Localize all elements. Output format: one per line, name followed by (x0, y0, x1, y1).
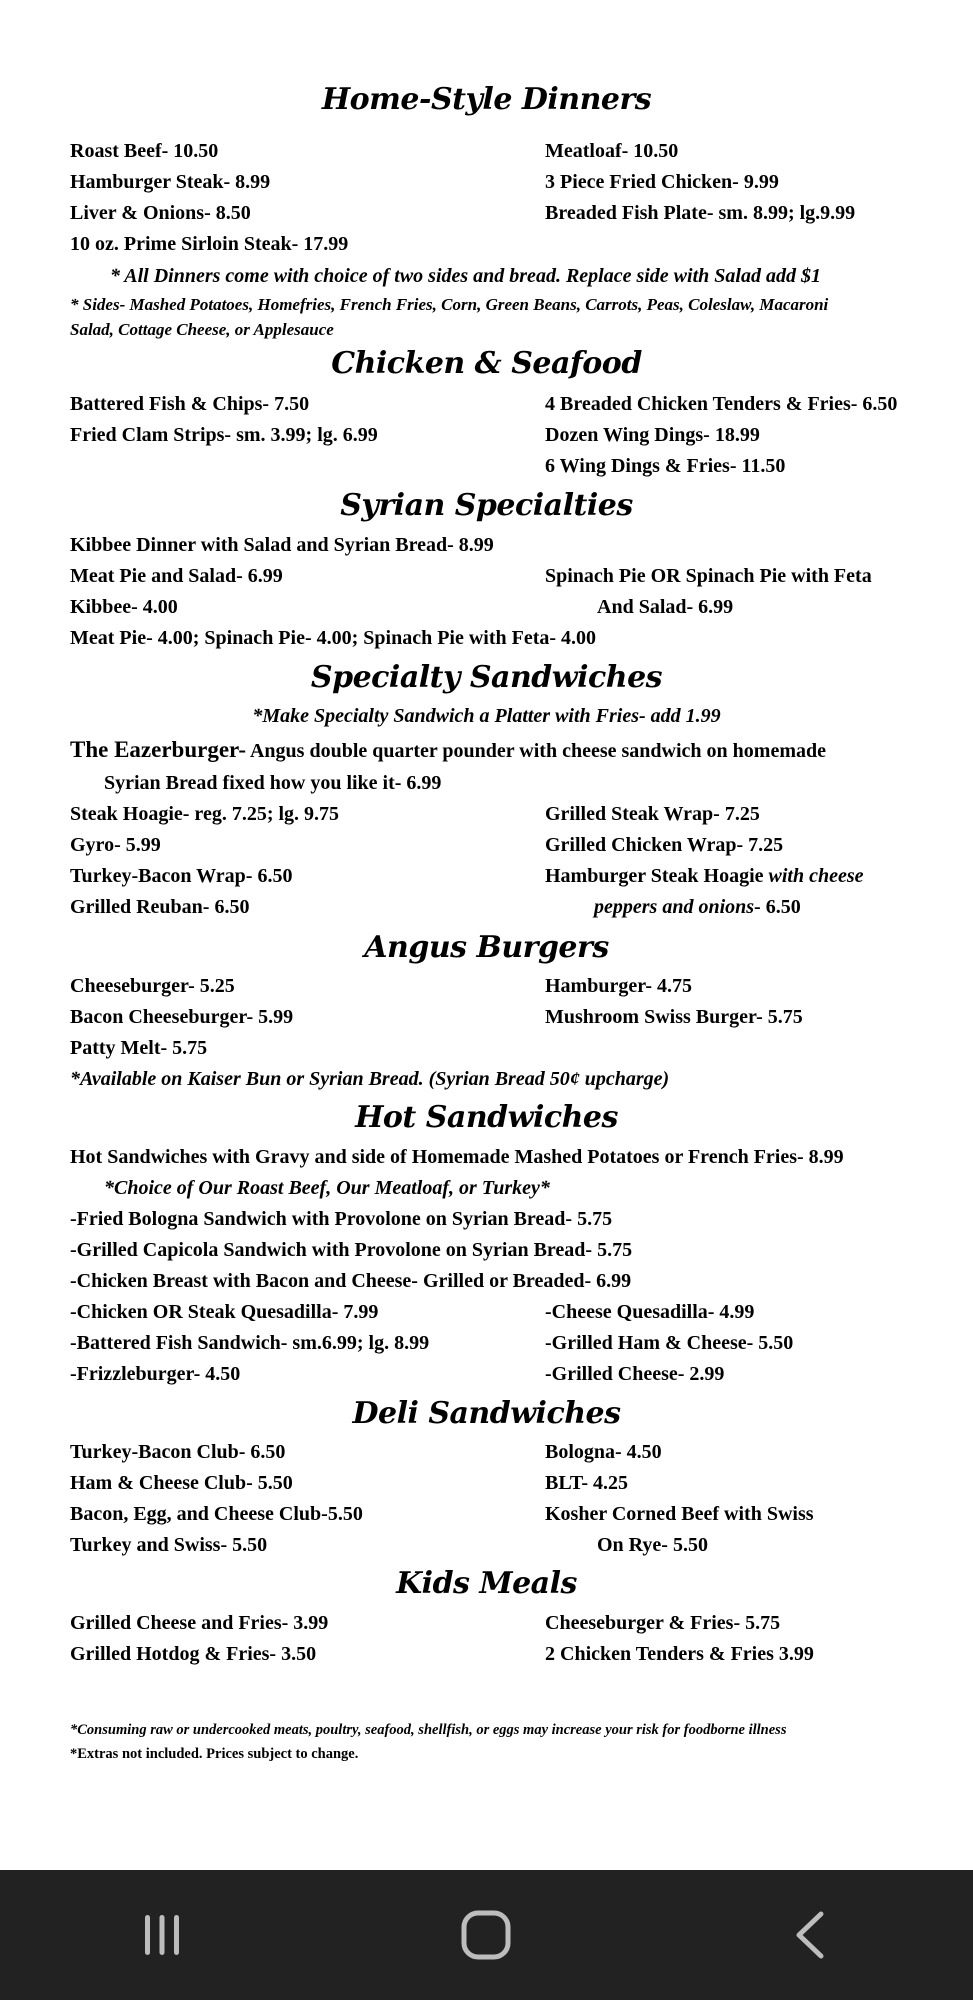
sides-list-cont: Salad, Cottage Cheese, or Applesauce (70, 320, 334, 339)
menu-item: Kibbee Dinner with Salad and Syrian Bread- 8.99 (70, 534, 494, 556)
menu-item: BLT- 4.25 (545, 1472, 629, 1494)
menu-item: -Chicken OR Steak Quesadilla- 7.99 (70, 1301, 379, 1323)
menu-item: Grilled Cheese and Fries- 3.99 (70, 1612, 329, 1634)
eazerburger-desc: Angus double quarter pounder with cheese sandwich on homemade (246, 740, 826, 762)
menu-item: Turkey-Bacon Club- 6.50 (70, 1441, 286, 1463)
menu-item: Hamburger- 4.75 (545, 975, 693, 997)
section-title-kids-meals: Kids Meals (396, 1566, 577, 1601)
back-button[interactable] (751, 1890, 871, 1980)
menu-item: -Grilled Ham & Cheese- 5.50 (545, 1332, 794, 1354)
section-title-chicken-seafood: Chicken & Seafood (331, 346, 642, 381)
menu-item: Meatloaf- 10.50 (545, 140, 679, 162)
menu-item: -Battered Fish Sandwich- sm.6.99; lg. 8.99 (70, 1332, 430, 1354)
menu-item: Mushroom Swiss Burger- 5.75 (545, 1006, 803, 1028)
menu-item: -Fried Bologna Sandwich with Provolone on Syrian Bread- 5.75 (70, 1208, 613, 1230)
menu-item: Cheeseburger- 5.25 (70, 975, 235, 997)
menu-item: Meat Pie- 4.00; Spinach Pie- 4.00; Spinach Pie with Feta- 4.00 (70, 627, 597, 649)
menu-item: -Grilled Capicola Sandwich with Provolone on Syrian Bread- 5.75 (70, 1239, 633, 1261)
section-title-angus-burgers: Angus Burgers (364, 930, 609, 965)
menu-item: And Salad- 6.99 (597, 596, 734, 618)
section-title-hot-sandwiches: Hot Sandwiches (355, 1100, 618, 1135)
menu-item: Fried Clam Strips- sm. 3.99; lg. 6.99 (70, 424, 378, 446)
menu-item: 3 Piece Fried Chicken- 9.99 (545, 171, 779, 193)
platter-note: *Make Specialty Sandwich a Platter with Fries- add 1.99 (252, 705, 721, 727)
menu-item-hoagie (545, 864, 864, 888)
menu-item: On Rye- 5.50 (597, 1534, 708, 1556)
menu-item: Liver & Onions- 8.50 (70, 202, 251, 224)
hot-choice-note: *Choice of Our Roast Beef, Our Meatloaf, or Turkey* (104, 1177, 550, 1199)
menu-item: Kibbee- 4.00 (70, 596, 178, 618)
eazerburger-name: The Eazerburger- (70, 737, 247, 762)
menu-item: -Cheese Quesadilla- 4.99 (545, 1301, 755, 1323)
recent-apps-button[interactable] (102, 1890, 222, 1980)
recent-apps-icon (138, 1911, 186, 1959)
dinners-note: * All Dinners come with choice of two sides and bread. Replace side with Salad add $1 (110, 265, 821, 287)
menu-item: Grilled Chicken Wrap- 7.25 (545, 834, 784, 856)
menu-item: Battered Fish & Chips- 7.50 (70, 393, 310, 415)
menu-item-hoagie-cont (594, 895, 801, 919)
menu-item: Steak Hoagie- reg. 7.25; lg. 9.75 (70, 803, 340, 825)
menu-item: Grilled Steak Wrap- 7.25 (545, 803, 760, 825)
menu-item: Bologna- 4.50 (545, 1441, 662, 1463)
bun-note: *Available on Kaiser Bun or Syrian Bread. (Syrian Bread 50¢ upcharge) (70, 1068, 670, 1090)
sides-list: * Sides- Mashed Potatoes, Homefries, French Fries, Corn, Green Beans, Carrots, Peas, Coleslaw, Macaroni (70, 295, 829, 314)
menu-item: Hot Sandwiches with Gravy and side of Homemade Mashed Potatoes or French Fries- 8.99 (70, 1146, 844, 1168)
menu-item: -Grilled Cheese- 2.99 (545, 1363, 725, 1385)
menu-item: Kosher Corned Beef with Swiss (545, 1503, 814, 1525)
menu-item: 2 Chicken Tenders & Fries 3.99 (545, 1643, 814, 1665)
menu-item: Bacon, Egg, and Cheese Club-5.50 (70, 1503, 363, 1525)
menu-item: Meat Pie and Salad- 6.99 (70, 565, 283, 587)
menu-item: Roast Beef- 10.50 (70, 140, 219, 162)
menu-item: Turkey and Swiss- 5.50 (70, 1534, 268, 1556)
menu-item: Gyro- 5.99 (70, 834, 161, 856)
section-title-home-style-dinners: Home-Style Dinners (321, 82, 652, 117)
menu-item: Bacon Cheeseburger- 5.99 (70, 1006, 294, 1028)
menu-item: -Chicken Breast with Bacon and Cheese- Grilled or Breaded- 6.99 (70, 1270, 632, 1292)
menu-item: -Frizzleburger- 4.50 (70, 1363, 241, 1385)
hoagie-desc: with cheese (768, 865, 864, 887)
hoagie-price: - 6.50 (754, 896, 801, 918)
back-icon (787, 1909, 835, 1961)
section-title-syrian-specialties: Syrian Specialties (340, 488, 633, 523)
eazerburger-item (70, 738, 826, 763)
menu-item: 10 oz. Prime Sirloin Steak- 17.99 (70, 233, 349, 255)
menu-item: 4 Breaded Chicken Tenders & Fries- 6.50 (545, 393, 898, 415)
menu-item: Spinach Pie OR Spinach Pie with Feta (545, 565, 872, 587)
menu-item: Turkey-Bacon Wrap- 6.50 (70, 865, 293, 887)
menu-item: Hamburger Steak- 8.99 (70, 171, 271, 193)
menu-item: Cheeseburger & Fries- 5.75 (545, 1612, 781, 1634)
menu-item: Dozen Wing Dings- 18.99 (545, 424, 760, 446)
menu-item: Patty Melt- 5.75 (70, 1037, 208, 1059)
hoagie-desc-cont: peppers and onions (594, 896, 755, 918)
section-title-deli-sandwiches: Deli Sandwiches (352, 1396, 621, 1431)
eazerburger-desc-cont: Syrian Bread fixed how you like it- 6.99 (104, 772, 442, 794)
menu-item: Ham & Cheese Club- 5.50 (70, 1472, 293, 1494)
menu-item: Breaded Fish Plate- sm. 8.99; lg.9.99 (545, 202, 856, 224)
home-icon (460, 1909, 512, 1961)
navigation-bar (0, 1870, 973, 2000)
menu-item: Grilled Hotdog & Fries- 3.50 (70, 1643, 317, 1665)
hoagie-name: Hamburger Steak Hoagie (545, 865, 769, 887)
extras-note: *Extras not included. Prices subject to change. (70, 1746, 359, 1762)
menu-item: Grilled Reuban- 6.50 (70, 896, 250, 918)
home-button[interactable] (426, 1890, 546, 1980)
section-title-specialty-sandwiches: Specialty Sandwiches (310, 660, 663, 695)
raw-food-warning: *Consuming raw or undercooked meats, poultry, seafood, shellfish, or eggs may increase your risk for foodborne illness (70, 1722, 787, 1738)
menu-item: 6 Wing Dings & Fries- 11.50 (545, 455, 786, 477)
